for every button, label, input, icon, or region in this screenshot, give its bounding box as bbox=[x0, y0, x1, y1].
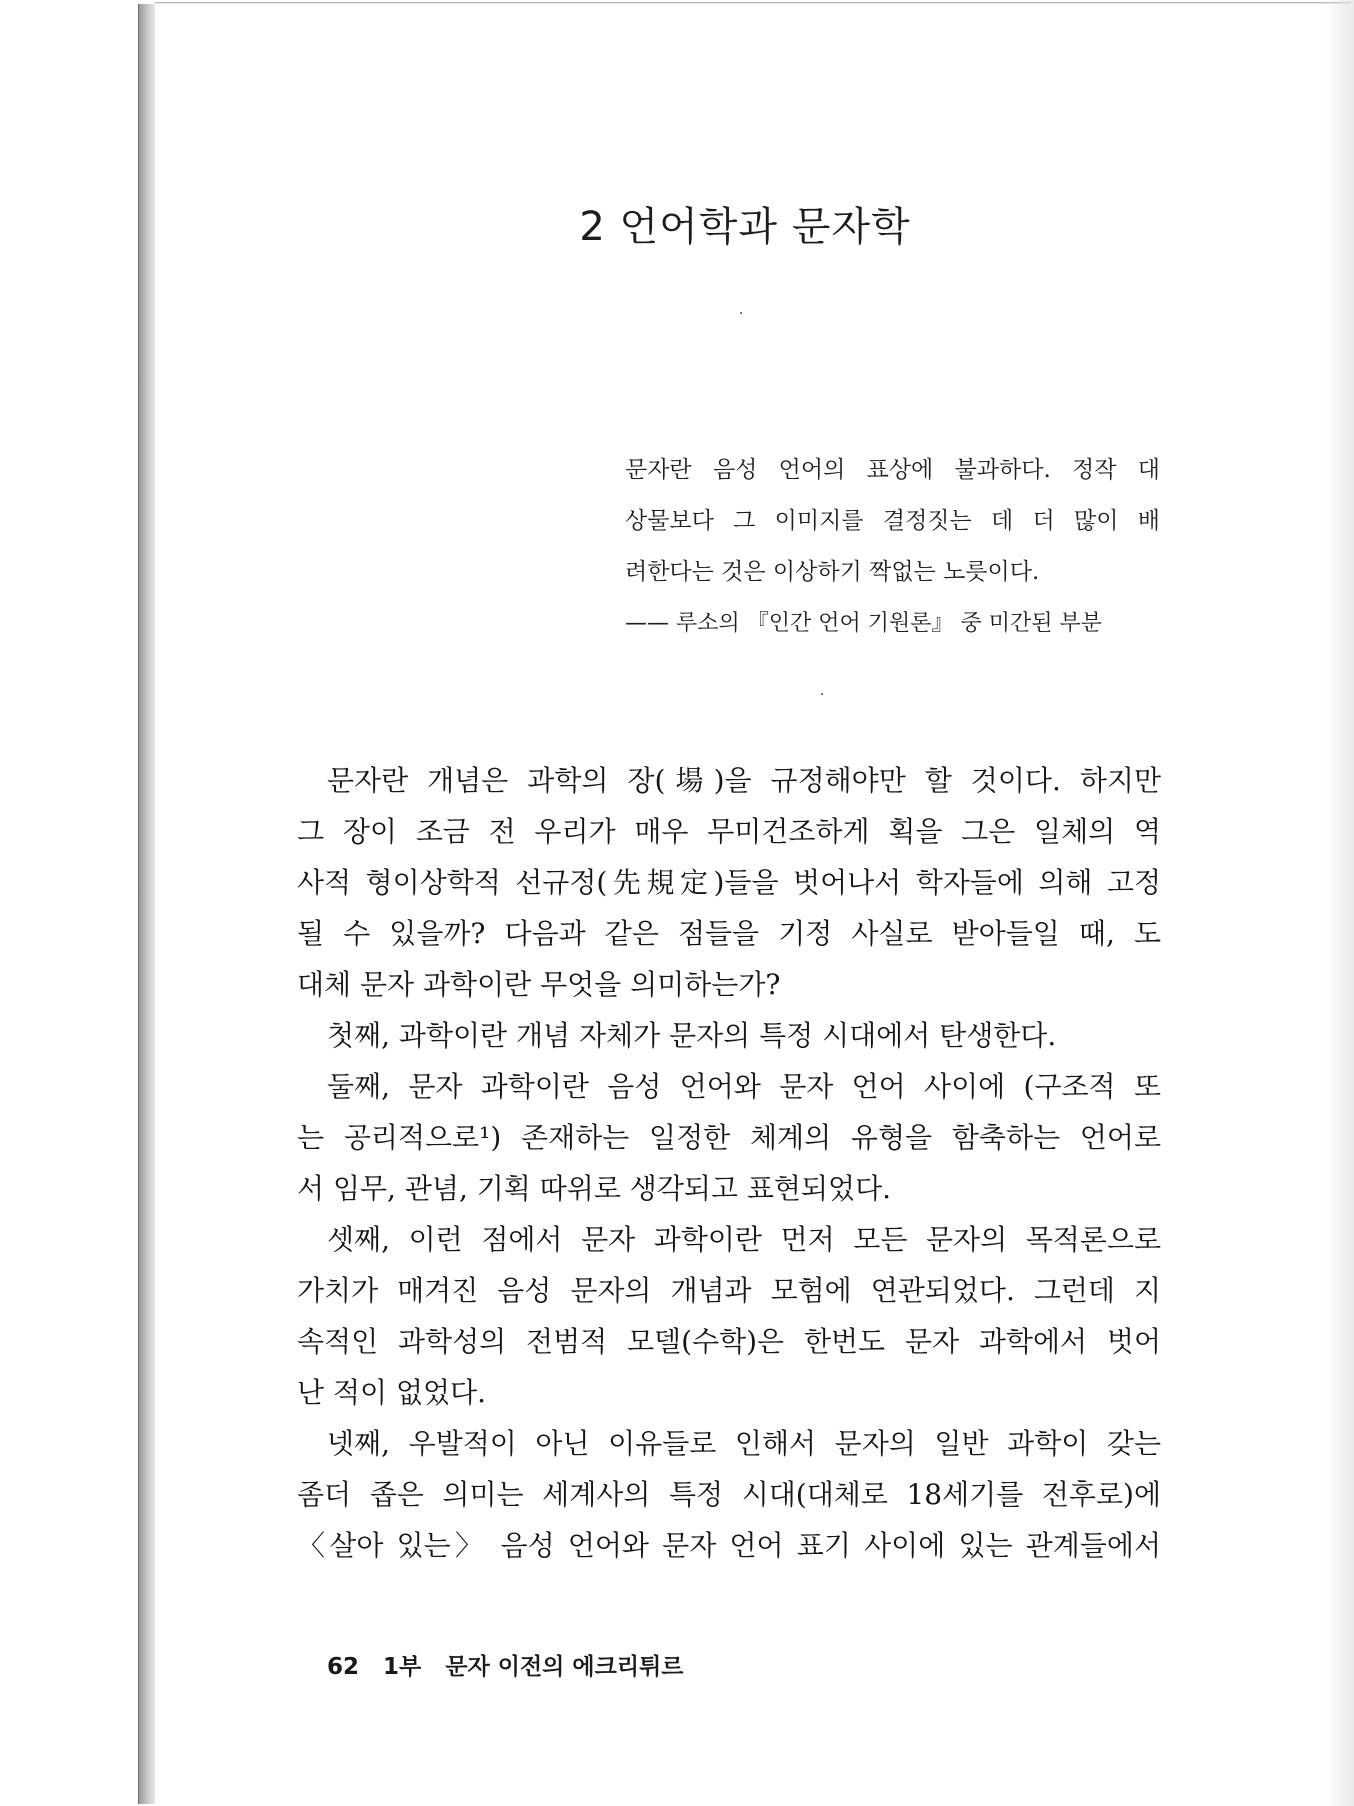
body-line: 넷째, 우발적이 아닌 이유들로 인해서 문자의 일반 과학이 갖는 bbox=[327, 1427, 1161, 1460]
body-line: 될 수 있을까? 다음과 같은 점들을 기정 사실로 받아들일 때, 도 bbox=[297, 917, 1161, 950]
part-number: 1부 bbox=[383, 1654, 422, 1680]
body-line: 첫째, 과학이란 개념 자체가 문자의 특정 시대에서 탄생한다. bbox=[327, 1019, 1057, 1052]
page-number: 62 bbox=[327, 1654, 360, 1680]
epigraph-line: 문자란 음성 언어의 표상에 불과하다. 정작 대 bbox=[625, 457, 1160, 483]
epigraph-line: 상물보다 그 이미지를 결정짓는 데 더 많이 배 bbox=[625, 508, 1160, 534]
body-line: 서 임무, 관념, 기획 따위로 생각되고 표현되었다. bbox=[297, 1172, 892, 1205]
body-line: 대체 문자 과학이란 무엇을 의미하는가? bbox=[297, 968, 781, 1001]
body-line: 문자란 개념은 과학의 장(場)을 규정해야만 할 것이다. 하지만 bbox=[327, 764, 1161, 797]
body-line: 둘째, 문자 과학이란 음성 언어와 문자 언어 사이에 (구조적 또 bbox=[327, 1070, 1161, 1103]
body-text bbox=[297, 755, 1161, 1571]
body-line: 그 장이 조금 전 우리가 매우 무미건조하게 획을 그은 일체의 역 bbox=[297, 815, 1161, 848]
body-line: 난 적이 없었다. bbox=[297, 1376, 486, 1409]
epigraph bbox=[625, 445, 1160, 649]
body-line: 〈살아 있는〉 음성 언어와 문자 언어 표기 사이에 있는 관계들에서 bbox=[297, 1529, 1161, 1562]
page-footer bbox=[327, 1648, 699, 1681]
epigraph-attribution: —— 루소의 『인간 언어 기원론』 중 미간된 부분 bbox=[625, 611, 1102, 636]
body-line: 셋째, 이런 점에서 문자 과학이란 먼저 모든 문자의 목적론으로 bbox=[327, 1223, 1161, 1256]
scan-speck bbox=[740, 312, 742, 314]
chapter-title: 2 언어학과 문자학 bbox=[579, 204, 911, 250]
scan-speck bbox=[821, 693, 823, 695]
body-line: 는 공리적으로¹) 존재하는 일정한 체계의 유형을 함축하는 언어로 bbox=[297, 1121, 1161, 1154]
body-line: 좀더 좁은 의미는 세계사의 특정 시대(대체로 18세기를 전후로)에 bbox=[297, 1478, 1161, 1511]
body-line: 속적인 과학성의 전범적 모델(수학)은 한번도 문자 과학에서 벗어 bbox=[297, 1325, 1161, 1358]
body-line: 가치가 매겨진 음성 문자의 개념과 모험에 연관되었다. 그런데 지 bbox=[297, 1274, 1161, 1307]
page-shadow bbox=[1326, 0, 1354, 1806]
part-title: 문자 이전의 에크리튀르 bbox=[445, 1654, 684, 1680]
body-line: 사적 형이상학적 선규정(先規定)들을 벗어나서 학자들에 의해 고정 bbox=[297, 866, 1161, 899]
epigraph-line: 려한다는 것은 이상하기 짝없는 노릇이다. bbox=[625, 559, 1040, 585]
